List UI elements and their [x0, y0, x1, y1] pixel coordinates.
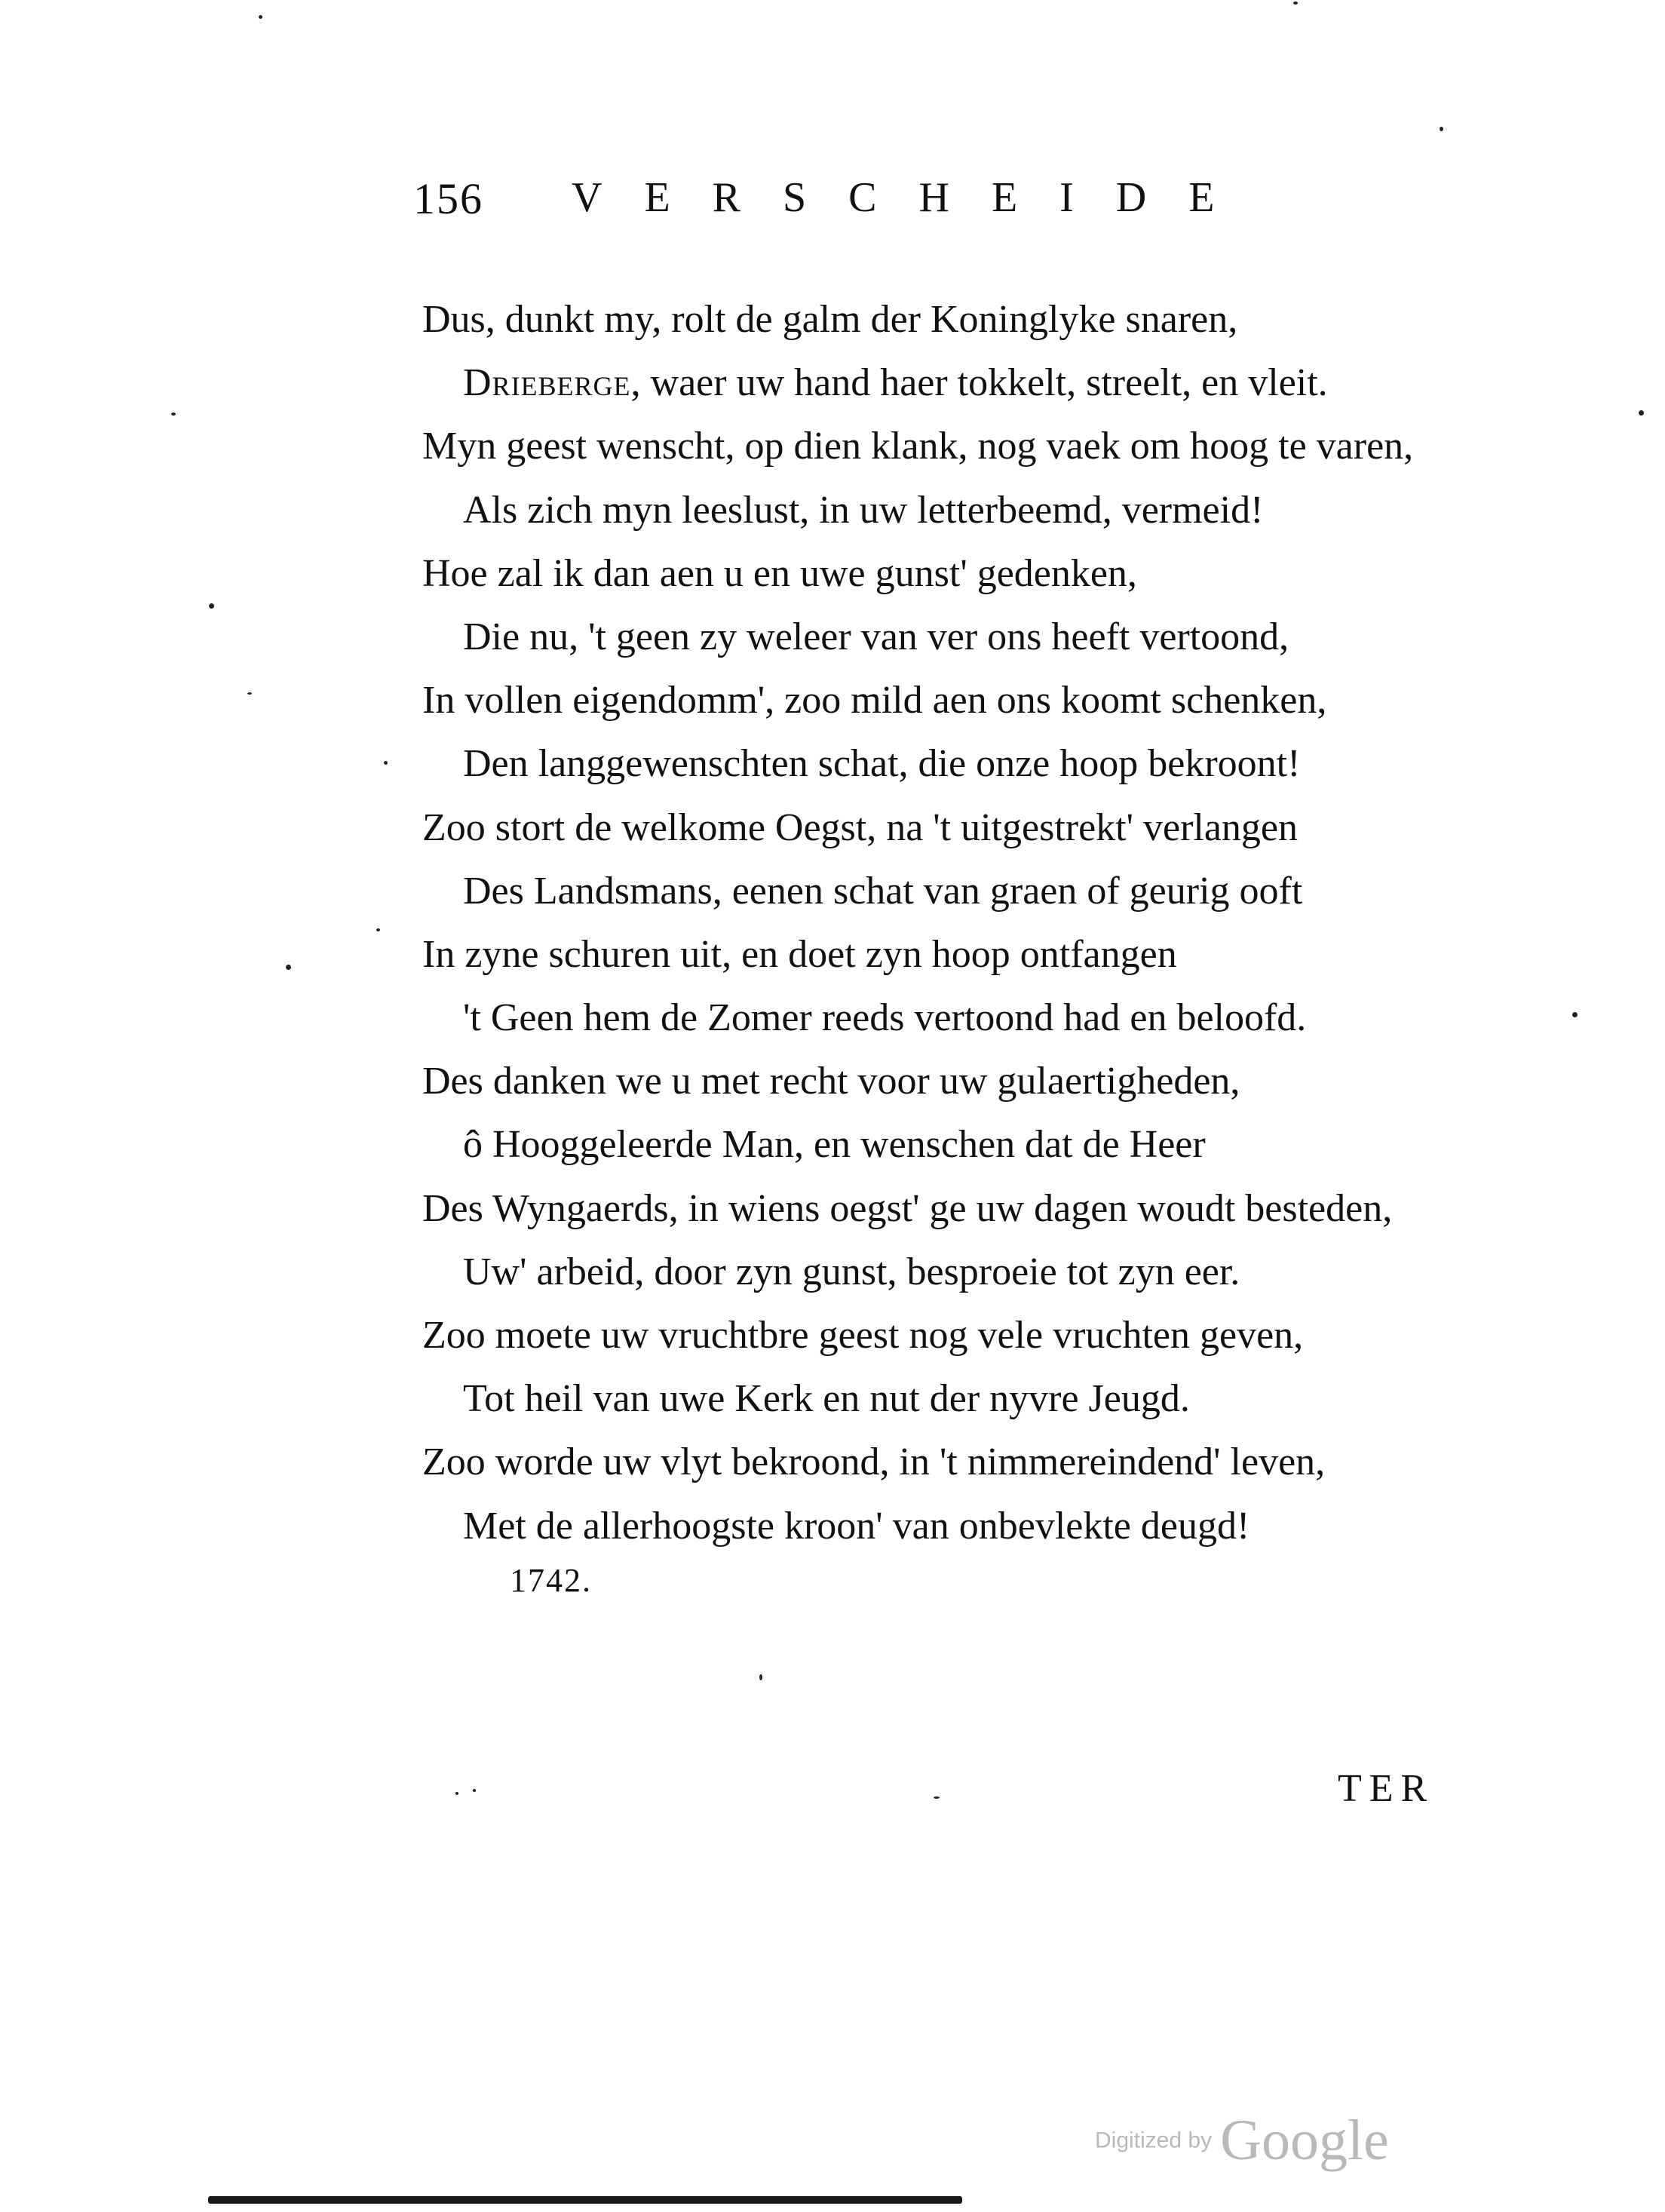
scan-speck [759, 1674, 762, 1680]
scan-speck [259, 15, 262, 19]
verse-line: Dus, dunkt my, rolt de galm der Koninglyke snaren, [422, 298, 1238, 341]
digitized-watermark [1095, 2108, 1389, 2174]
verse-line: Als zich myn leeslust, in uw letterbeemd, vermeid! [463, 488, 1264, 532]
scan-speck [455, 1792, 458, 1795]
scan-speck [1440, 127, 1443, 131]
poem [422, 288, 1493, 1558]
page-header [413, 173, 1378, 241]
scan-speck [286, 965, 291, 970]
scan-speck [1639, 410, 1644, 416]
scan-speck [1572, 1012, 1578, 1017]
verse-line: Drieberge, waer uw hand haer tokkelt, streelt, en vleit. [463, 361, 1328, 405]
verse-line: Zoo stort de welkome Oegst, na 't uitgestrekt' verlangen [422, 805, 1298, 849]
verse-line: Des danken we u met recht voor uw gulaertigheden, [422, 1060, 1240, 1103]
scan-speck [934, 1796, 940, 1799]
watermark-brand: Google [1220, 2109, 1389, 2172]
verse-line: Des Wyngaerds, in wiens oegst' ge uw dagen woudt besteden, [422, 1186, 1393, 1230]
verse-line: Tot heil van uwe Kerk en nut der nyvre Jeugd. [463, 1377, 1190, 1421]
date-line: 1742. [510, 1562, 592, 1599]
verse-line: Die nu, 't geen zy weleer van ver ons heeft vertoond, [463, 615, 1289, 658]
running-title: VERSCHEIDE [572, 174, 1257, 221]
scan-speck [209, 603, 214, 609]
verse-line: Uw' arbeid, door zyn gunst, besproeie tot zyn eer. [463, 1250, 1240, 1293]
scan-speck [171, 413, 176, 416]
scan-speck [384, 761, 388, 765]
verse-line: In zyne schuren uit, en doet zyn hoop ontfangen [422, 932, 1177, 976]
scan-edge-rule [208, 2196, 962, 2204]
verse-line: Myn geest wenscht, op dien klank, nog vaek om hoog te varen, [422, 425, 1414, 468]
verse-line: Des Landsmans, eenen schat van graen of geurig ooft [463, 869, 1303, 913]
scan-speck [376, 928, 380, 931]
page-number: 156 [413, 174, 483, 223]
catchword: TER [1338, 1767, 1435, 1810]
verse-line: In vollen eigendomm', zoo mild aen ons koomt schenken, [422, 679, 1327, 723]
watermark-prefix: Digitized by [1095, 2128, 1213, 2153]
verse-line: Zoo moete uw vruchtbre geest nog vele vruchten geven, [422, 1314, 1304, 1357]
verse-line: Zoo worde uw vlyt bekroond, in 't nimmereindend' leven, [422, 1440, 1326, 1484]
verse-line: ô Hooggeleerde Man, en wenschen dat de Heer [463, 1123, 1206, 1167]
verse-line: 't Geen hem de Zomer reeds vertoond had en beloofd. [463, 996, 1307, 1040]
verse-line: Met de allerhoogste kroon' van onbevlekte deugd! [463, 1504, 1250, 1548]
scan-speck [473, 1789, 476, 1792]
scan-speck [247, 692, 252, 695]
verse-line: Hoe zal ik dan aen u en uwe gunst' gedenken, [422, 551, 1137, 595]
addressee-name: Drieberge [463, 361, 631, 405]
verse-line: Den langgewenschten schat, die onze hoop bekroont! [463, 742, 1301, 786]
scan-speck [1293, 2, 1298, 5]
